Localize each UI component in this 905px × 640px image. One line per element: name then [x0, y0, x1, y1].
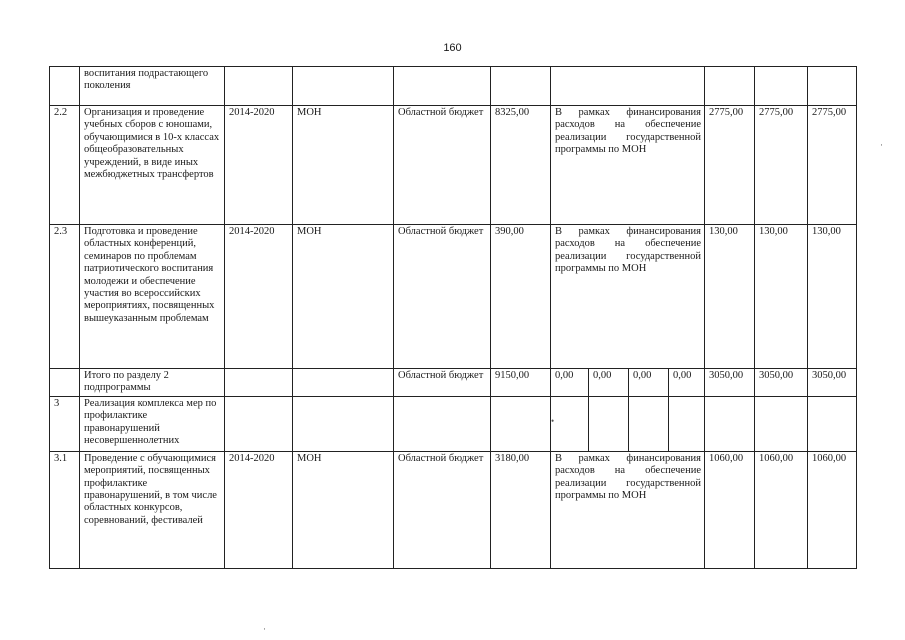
scan-speck: · — [263, 624, 266, 634]
funding-source — [394, 396, 491, 451]
year-amount: 2775,00 — [705, 106, 755, 225]
funding-source: Областной бюджет — [394, 451, 491, 568]
row-number: 2.2 — [50, 106, 80, 225]
executor: МОН — [293, 225, 394, 369]
row-number: 3 — [50, 396, 80, 451]
sub-amount — [551, 396, 589, 451]
year-amount — [705, 67, 755, 106]
funding-source: Областной бюджет — [394, 106, 491, 225]
executor: МОН — [293, 451, 394, 568]
executor — [293, 396, 394, 451]
sub-amount: 0,00 — [589, 369, 629, 397]
row-number: 3.1 — [50, 451, 80, 568]
funding-source: Областной бюджет — [394, 369, 491, 397]
year-amount — [755, 396, 808, 451]
year-amount: 130,00 — [808, 225, 857, 369]
funding-source — [394, 67, 491, 106]
sub-amount: 0,00 — [551, 369, 589, 397]
sub-amount: 0,00 — [669, 369, 705, 397]
row-number — [50, 369, 80, 397]
executor — [293, 369, 394, 397]
activity-name: Подготовка и проведение областных конференций, семинаров по проблемам патриотического воспитания молодежи и обеспечение участия во всероссийских мероприятиях, посвященных вышеуказанным проблемам — [80, 225, 225, 369]
total-amount: 9150,00 — [491, 369, 551, 397]
period — [225, 67, 293, 106]
table-row — [50, 396, 857, 451]
year-amount: 2775,00 — [808, 106, 857, 225]
year-amount — [808, 396, 857, 451]
total-amount — [491, 396, 551, 451]
year-amount: 3050,00 — [755, 369, 808, 397]
activity-name: Проведение с обучающимися мероприятий, посвященных профилактике правонарушений, в том числе областных конкурсов, соревнований, фестивалей — [80, 451, 225, 568]
activity-name: Реализация комплекса мер по профилактике правонарушений несовершеннолетних — [80, 396, 225, 451]
total-amount: 390,00 — [491, 225, 551, 369]
year-amount — [808, 67, 857, 106]
period — [225, 369, 293, 397]
period: 2014-2020 — [225, 451, 293, 568]
program-activities-table — [49, 66, 857, 569]
year-amount: 130,00 — [755, 225, 808, 369]
total-amount: 3180,00 — [491, 451, 551, 568]
table-row — [50, 106, 857, 225]
executor — [293, 67, 394, 106]
year-amount: 2775,00 — [755, 106, 808, 225]
funding-note — [551, 67, 705, 106]
executor: МОН — [293, 106, 394, 225]
funding-note: В рамках финансирования расходов на обеспечение реализации государственной программы по МОН — [551, 225, 705, 369]
activity-name: Итого по разделу 2 подпрограммы — [80, 369, 225, 397]
total-amount: 8325,00 — [491, 106, 551, 225]
total-amount — [491, 67, 551, 106]
year-amount: 1060,00 — [755, 451, 808, 568]
sub-amount — [589, 396, 629, 451]
funding-source: Областной бюджет — [394, 225, 491, 369]
table-row — [50, 451, 857, 568]
row-number — [50, 67, 80, 106]
period — [225, 396, 293, 451]
scan-speck: • — [551, 416, 555, 426]
year-amount: 3050,00 — [808, 369, 857, 397]
row-number: 2.3 — [50, 225, 80, 369]
sub-amount — [669, 396, 705, 451]
year-amount — [705, 396, 755, 451]
funding-note: В рамках финансирования расходов на обеспечение реализации государственной программы по МОН — [551, 106, 705, 225]
year-amount: 1060,00 — [705, 451, 755, 568]
table-row — [50, 67, 857, 106]
period: 2014-2020 — [225, 225, 293, 369]
sub-amount: 0,00 — [629, 369, 669, 397]
year-amount: 3050,00 — [705, 369, 755, 397]
year-amount: 130,00 — [705, 225, 755, 369]
table-row — [50, 225, 857, 369]
scan-speck: · — [880, 140, 883, 150]
activity-name: воспитания подрастающего поколения — [80, 67, 225, 106]
sub-amount — [629, 396, 669, 451]
period: 2014-2020 — [225, 106, 293, 225]
year-amount — [755, 67, 808, 106]
page-number: 160 — [443, 42, 462, 54]
year-amount: 1060,00 — [808, 451, 857, 568]
table-row — [50, 369, 857, 397]
activity-name: Организация и проведение учебных сборов с юношами, обучающимися в 10-х классах общеобразовательных учреждений, в виде иных межбюджетных трансфертов — [80, 106, 225, 225]
funding-note: В рамках финансирования расходов на обеспечение реализации государственной программы по МОН — [551, 451, 705, 568]
